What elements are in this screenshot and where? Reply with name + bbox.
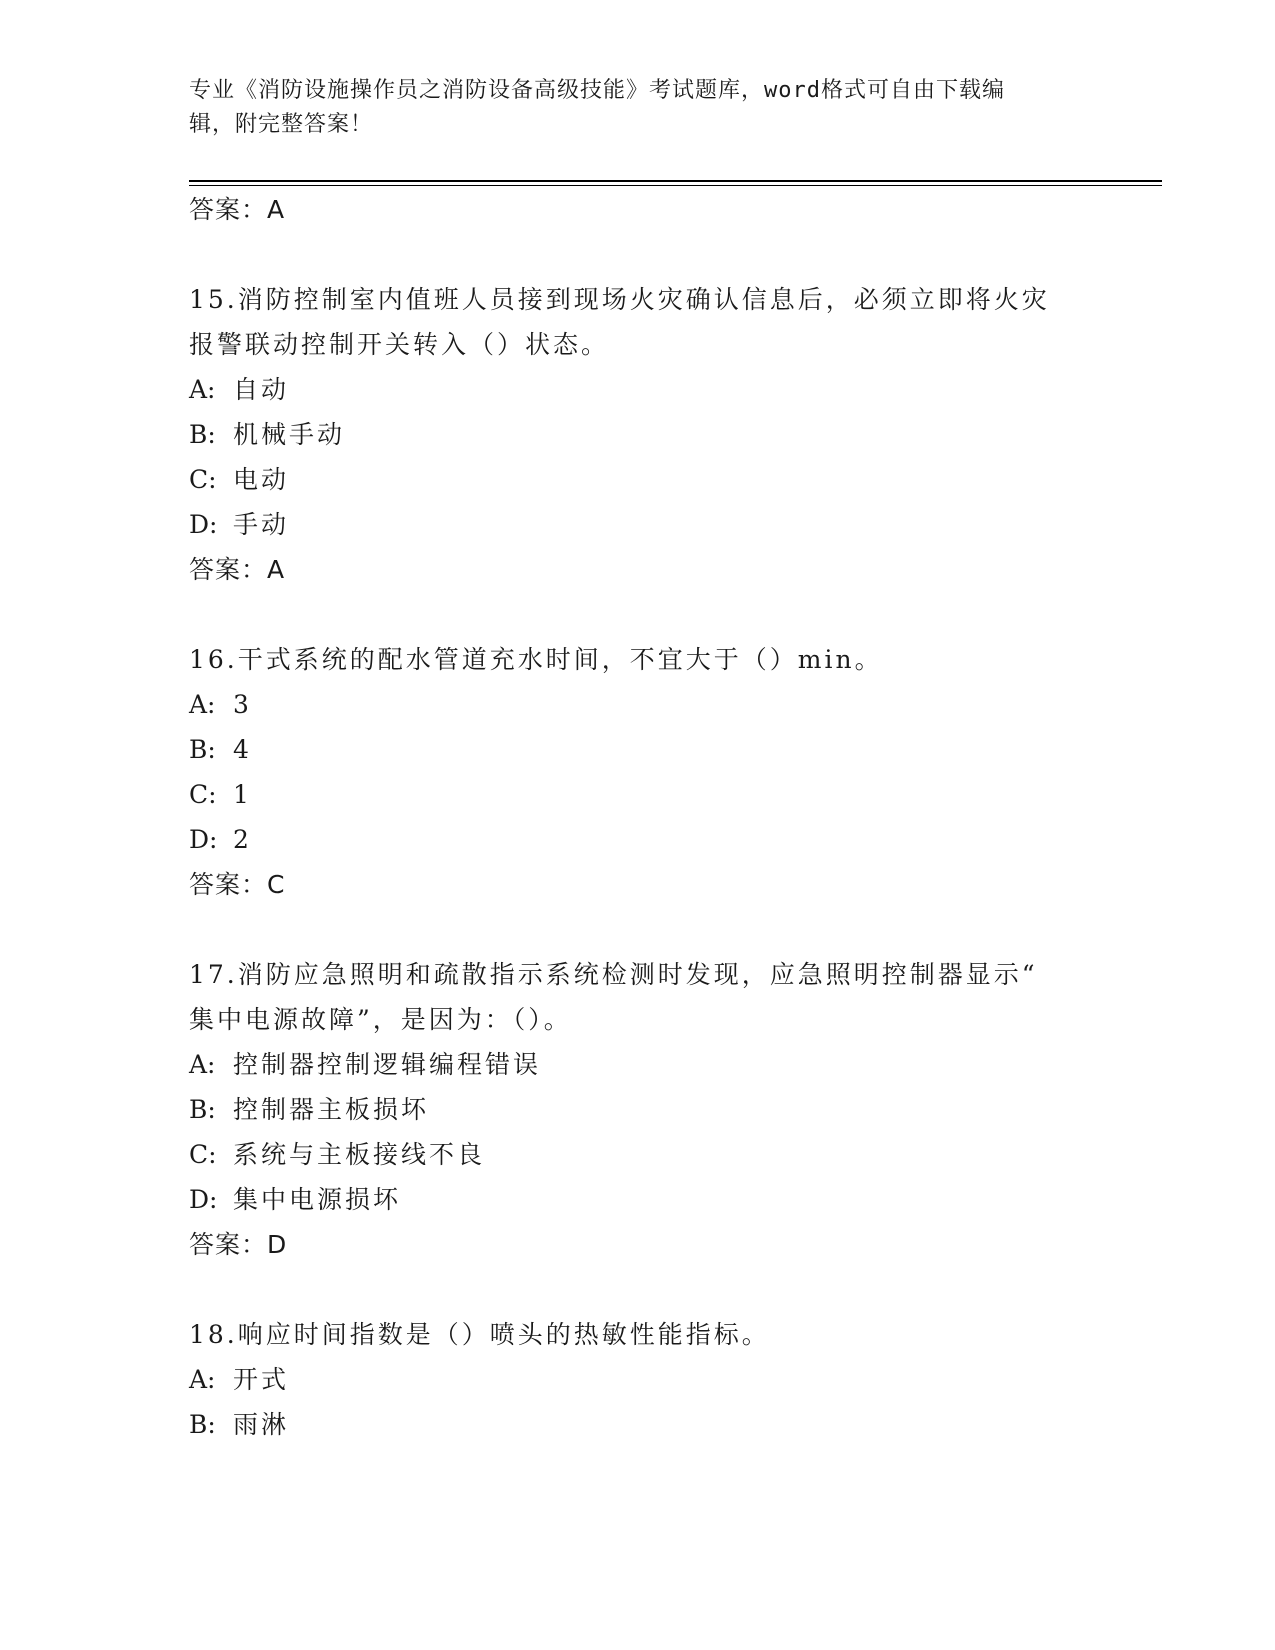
question-17-stem-line-2: 集中电源故障”，是因为：（）。 (189, 1005, 572, 1034)
option-text: 2 (233, 825, 252, 854)
option-letter: C: (189, 1140, 217, 1169)
option-text: 1 (233, 780, 252, 809)
option-letter: D: (189, 1185, 218, 1214)
question-18-option-a (189, 1363, 289, 1397)
previous-answer: 答案：A (189, 195, 286, 224)
question-16-option-c (189, 778, 252, 812)
header-rule-thin (189, 185, 1162, 186)
option-text: 4 (233, 735, 252, 764)
document-header (189, 74, 1069, 142)
option-letter: B: (189, 1410, 216, 1439)
header-line-1: 专业《消防设施操作员之消防设备高级技能》考试题库，word格式可自由下载编 (189, 78, 1005, 103)
header-line-2: 辑，附完整答案！ (189, 112, 374, 137)
option-text: 控制器控制逻辑编程错误 (233, 1050, 542, 1079)
question-16-option-b (189, 733, 252, 767)
header-rule-thick (189, 180, 1162, 182)
option-text: 开式 (233, 1365, 290, 1394)
option-letter: A: (189, 1050, 216, 1079)
option-letter: B: (189, 735, 216, 764)
question-18-option-b (189, 1408, 289, 1442)
question-16-option-d (189, 823, 252, 857)
option-letter: A: (189, 690, 216, 719)
question-15-option-b (189, 418, 345, 452)
option-letter: A: (189, 375, 216, 404)
question-17-option-b (189, 1093, 429, 1127)
question-15-option-d (189, 508, 289, 542)
option-text: 控制器主板损坏 (233, 1095, 430, 1124)
option-text: 3 (233, 690, 252, 719)
option-text: 自动 (233, 375, 290, 404)
option-text: 集中电源损坏 (233, 1185, 402, 1214)
question-15-stem-line-2: 报警联动控制开关转入（）状态。 (189, 330, 610, 359)
question-15-option-a (189, 373, 289, 407)
option-letter: C: (189, 780, 217, 809)
option-text: 电动 (233, 465, 290, 494)
option-text: 手动 (233, 510, 290, 539)
option-letter: C: (189, 465, 217, 494)
question-16-answer: 答案：C (189, 870, 286, 899)
option-letter: A: (189, 1365, 216, 1394)
option-letter: D: (189, 510, 218, 539)
option-letter: B: (189, 1095, 216, 1124)
option-text: 机械手动 (233, 420, 346, 449)
question-16-option-a (189, 688, 252, 722)
question-17-option-c (189, 1138, 485, 1172)
option-text: 雨淋 (233, 1410, 290, 1439)
option-letter: D: (189, 825, 218, 854)
question-16-stem-line-1: 16.干式系统的配水管道充水时间，不宜大于（）min。 (189, 645, 883, 674)
question-17-option-d (189, 1183, 401, 1217)
question-17-stem-line-1: 17.消防应急照明和疏散指示系统检测时发现，应急照明控制器显示“ (189, 960, 1038, 989)
question-15-answer: 答案：A (189, 555, 286, 584)
question-17-option-a (189, 1048, 541, 1082)
option-text: 系统与主板接线不良 (233, 1140, 486, 1169)
question-18-stem-line-1: 18.响应时间指数是（）喷头的热敏性能指标。 (189, 1320, 770, 1349)
question-15-stem-line-1: 15.消防控制室内值班人员接到现场火灾确认信息后，必须立即将火灾 (189, 285, 1050, 314)
question-15-option-c (189, 463, 289, 497)
option-letter: B: (189, 420, 216, 449)
question-17-answer: 答案：D (189, 1230, 288, 1259)
